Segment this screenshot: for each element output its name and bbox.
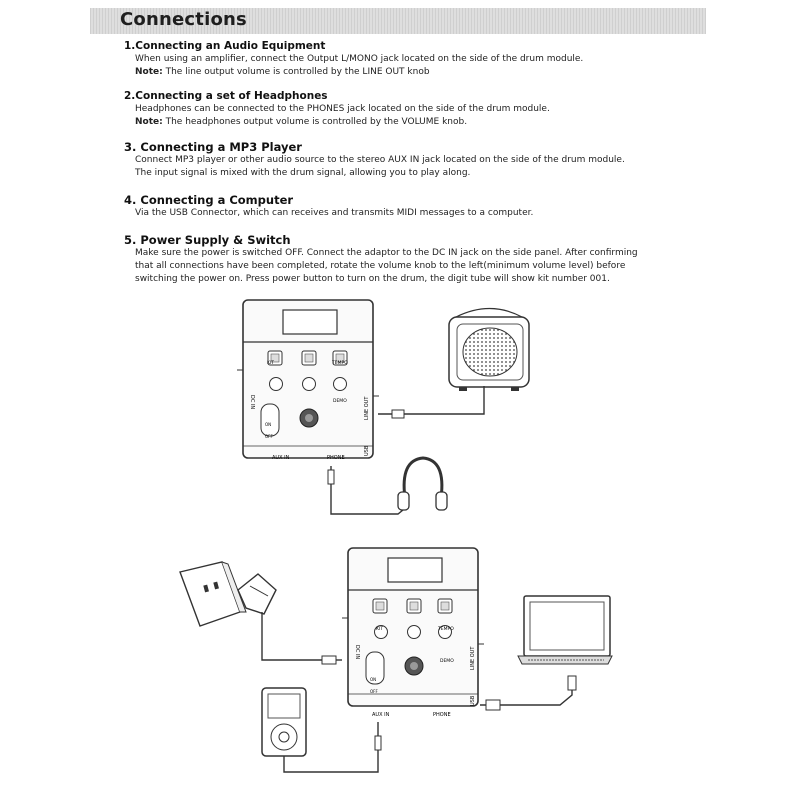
section-title: 4. Connecting a Computer [124, 193, 294, 207]
note-text: The line output volume is controlled by the LINE OUT knob [162, 67, 430, 77]
section-text: When using an amplifier, connect the Output L/MONO jack located on the side of the drum module. [135, 54, 584, 64]
line-out-label: LINE OUT [364, 396, 370, 420]
drum-module-diagram-bottom [342, 548, 484, 718]
section-text: Make sure the power is switched OFF. Connect the adaptor to the DC IN jack on the side panel. After confirming [135, 248, 638, 258]
section-title: 5. Power Supply & Switch [124, 233, 291, 247]
cable-plug [328, 470, 334, 484]
section-text: switching the power on. Press power button to turn on the drum, the digit tube will show kit number 001. [135, 274, 610, 284]
headphones-icon [398, 458, 447, 510]
wall-outlet-icon [180, 562, 246, 626]
page-title: Connections [120, 9, 247, 30]
note-text: The headphones output volume is controlled by the VOLUME knob. [162, 117, 468, 127]
phone-label: PHONE [433, 712, 451, 718]
off-label: OFF [265, 434, 273, 439]
usb-label: USB [470, 695, 476, 706]
cable-plug [375, 736, 381, 750]
aux-in-label: AUX IN [272, 455, 290, 461]
dc-in-label: DC IN [249, 395, 255, 410]
section-title: 1.Connecting an Audio Equipment [124, 40, 326, 52]
note-label: Note: [135, 117, 163, 127]
tempo-label: TEMPO [332, 361, 348, 366]
demo-label: DEMO [333, 399, 347, 404]
on-label: ON [370, 677, 377, 682]
aux-in-label: AUX IN [372, 712, 390, 718]
cable-plug [486, 700, 500, 710]
drum-module-diagram-top [237, 300, 379, 461]
line-out-label: LINE OUT [470, 646, 476, 670]
cable-plug [392, 410, 404, 418]
cable-plug [322, 656, 336, 664]
on-label: ON [265, 422, 272, 427]
headphone-cable [331, 466, 403, 514]
note-label: Note: [135, 67, 163, 77]
section-title: 3. Connecting a MP3 Player [124, 140, 302, 154]
kit-label: KIT [376, 627, 384, 632]
section-text: Connect MP3 player or other audio source to the stereo AUX IN jack located on the side of the drum module. [135, 155, 625, 165]
off-label: OFF [370, 689, 378, 694]
section-text: that all connections have been completed, rotate the volume knob to the left(minimum volume level) before [135, 261, 626, 271]
laptop-icon [518, 596, 612, 664]
cable-plug [568, 676, 576, 690]
demo-label: DEMO [440, 659, 454, 664]
dc-in-label: DC IN [354, 645, 360, 660]
section-text: Via the USB Connector, which can receives and transmits MIDI messages to a computer. [135, 208, 534, 218]
section-text: The input signal is mixed with the drum signal, allowing you to play along. [135, 168, 471, 178]
phone-label: PHONE [327, 455, 345, 461]
section-title: 2.Connecting a set of Headphones [124, 90, 328, 102]
usb-label: USB [364, 445, 370, 456]
kit-label: KIT [267, 361, 275, 366]
speaker-amplifier-icon [449, 309, 529, 392]
power-cable [262, 612, 322, 660]
section-text: Headphones can be connected to the PHONES jack located on the side of the drum module. [135, 104, 550, 114]
mp3-player-icon [262, 688, 306, 756]
tempo-label: TEMPO [438, 627, 454, 632]
